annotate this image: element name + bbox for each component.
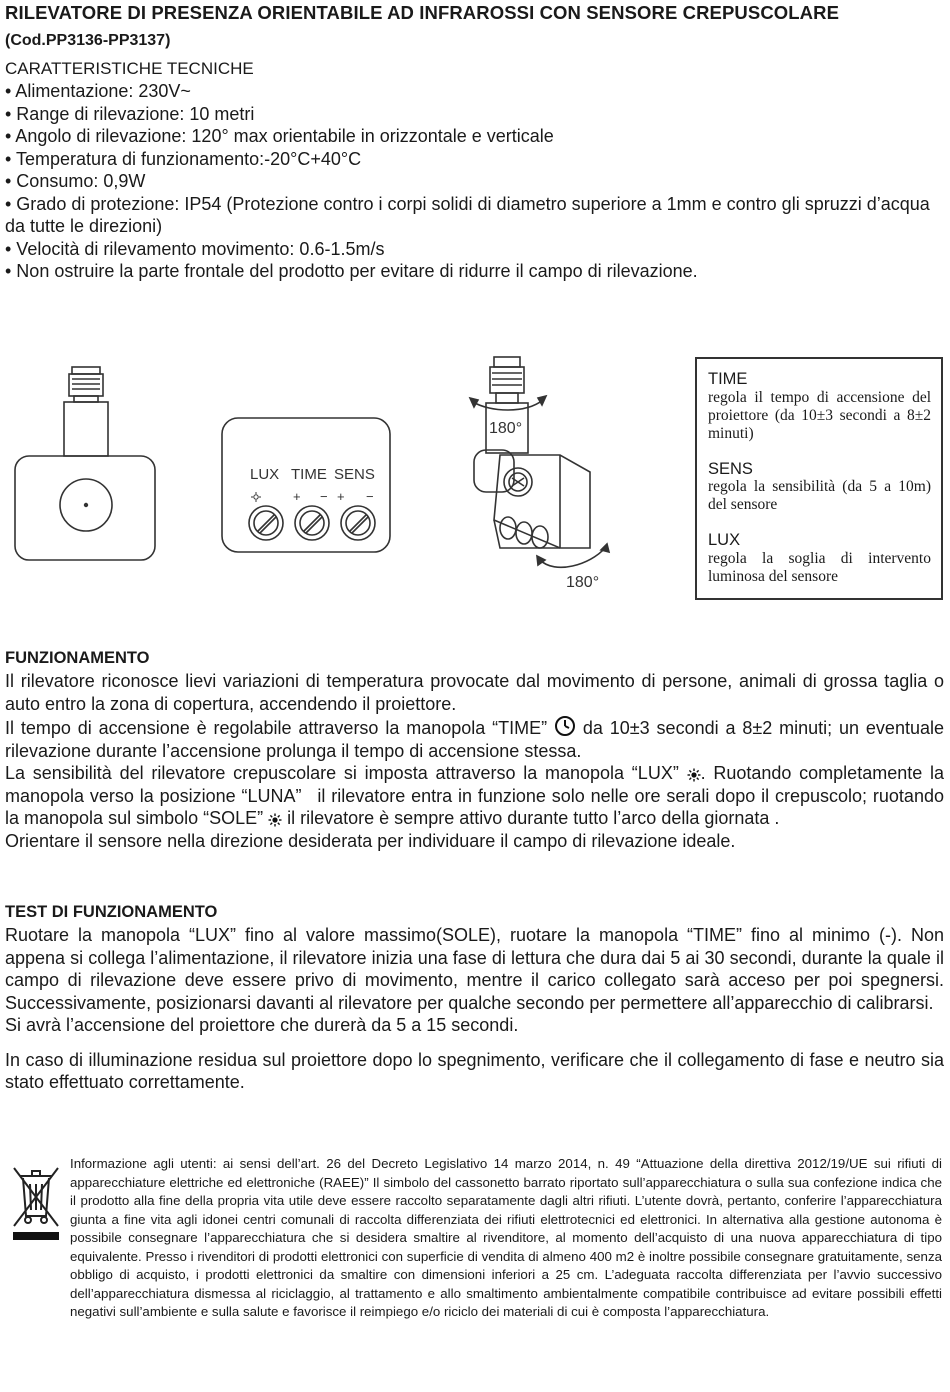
funzionamento-p3-d: il rilevatore è sempre attivo durante tutto l’arco della giornata . [282,808,780,828]
sun-icon [687,768,701,782]
weee-legal-notice: Informazione agli utenti: ai sensi dell’art. 26 del Decreto Legislativo 14 marzo 2014, n. 49 “Attuazione della direttiva 2012/19/UE sui rifiuti di apparecchiature elettriche ed elettroniche (RAEE)” Il simbolo del cassonetto barrato riportato sull’apparecchiatura o sulla sua confezione indica che il prodotto alla fine della propria vita utile deve essere raccolto separatamente dagli altri rifiuti. L’utente dovrà, pertanto, conferire l’apparecchiatura giunta a fine vita agli idonei centri comunali di raccolta differenziata dei rifiuti elettrotecnici ed elettronici. In alternativa alla gestione autonoma è possibile consegnare l’apparecchiatura che si desidera smaltire al rivenditore, al momento dell’acquisto di una nuova apparecchiatura di tipo equivalente. Presso i rivenditori di prodotti elettronici con superficie di vendita di almeno 400 m2 è inoltre possibile consegnare gratuitamente, senza obbligo di acquisto, i prodotti elettronici da smaltire con dimensioni inferiori a 25 cm. L’adeguata raccolta differenziata per l’avvio successivo dell’apparecchiatura dismessa al riciclaggio, al trattamento e allo smaltimento ambientalmente compatibile contribuisce ad evitare possibili effetti negativi sull’ambiente e sulla salute e favorisce il reimpiego e/o riciclo dei materiali di cui è composta l’apparecchiatura. [70,1156,942,1319]
crossed-bin-icon [10,1162,62,1244]
panel-knob-time [295,506,329,540]
funzionamento-p3-c: il rilevatore entra in funzione solo nelle ore serali dopo il crepuscolo; ruotando la manopola sul simbolo “SOLE” [5,785,944,828]
sun-icon [268,813,282,827]
rotation-bottom-label: 180° [566,574,600,591]
spec-item: • Grado di protezione: IP54 (Protezione contro i corpi solidi di diametro superiore a 1mm e contro gli spruzzi d’acqua da tutte le direzioni) [5,193,930,236]
knob-sens-title: SENS [708,459,753,478]
control-panel [222,418,390,552]
panel-sun-icon [251,492,261,502]
panel-knob-sens [341,506,375,540]
knob-time-desc: regola il tempo di accensione del proiettore (da 10±3 secondi a 8±2 minuti) [708,388,931,442]
panel-label-lux: LUX [250,466,280,483]
spec-item: • Angolo di rilevazione: 120° max orientabile in orizzontale e verticale [5,126,554,146]
sensor-side-view [470,357,609,591]
rotation-top-label: 180° [489,420,523,437]
spec-item: • Alimentazione: 230V~ [5,81,191,101]
spec-item: • Velocità di rilevamento movimento: 0.6-1.5m/s [5,238,385,259]
funzionamento-p1: Il rilevatore riconosce lievi variazioni di temperatura provocate dal movimento di persone, animali di grossa taglia o auto entro la zona di copertura, accendendo il proiettore. [5,671,944,714]
panel-time-minus: − [320,489,328,504]
test-heading: TEST DI FUNZIONAMENTO [5,903,218,921]
test-p1: Ruotare la manopola “LUX” fino al valore massimo(SOLE), ruotare la manopola “TIME” fino al minimo (-). Non appena si collega l’alimentazione, il rilevatore inizia una fase di lettura che dura dai 5 ai 30 secondi, durante la quale il campo di rilevazione deve essere privo di movimento, mentre il carico collegato sarà acceso per poi spegnersi. Successivamente, posizionarsi davanti al rilevatore per qualche secondo per permettere all’apparecchio di calibrarsi. [5,925,944,1013]
panel-label-time: TIME [291,466,327,483]
funzionamento-p2-end: da 10±3 secondi a 8±2 minuti; un eventuale rilevazione durante l’accensione prolunga il tempo di accensione stessa. [5,718,944,761]
knob-legend [695,357,943,600]
funzionamento-p2 [5,715,944,762]
funzionamento-p3 [5,762,944,830]
panel-time-plus: + [293,489,301,504]
specs-list [5,80,940,283]
panel-label-sens: SENS [334,466,375,483]
moon-icon [302,791,312,805]
panel-moon-icon [281,492,286,502]
panel-sens-minus: − [366,489,374,504]
knob-lux-title: LUX [708,531,741,549]
product-code: (Cod.PP3136-PP3137) [5,32,171,49]
panel-knob-lux [249,506,283,540]
knob-time-title: TIME [708,370,748,388]
funzionamento-p4: Orientare il sensore nella direzione desiderata per individuare il campo di rilevazione ideale. [5,830,736,851]
spec-item: • Non ostruire la parte frontale del prodotto per evitare di ridurre il campo di rilevazione. [5,261,698,281]
knob-sens-desc: regola la sensibilità (da 5 a 10m) del sensore [708,478,931,513]
funzionamento-p2-start: Il tempo di accensione è regolabile attraverso la manopola “TIME” [5,718,548,738]
spec-item: • Range di rilevazione: 10 metri [5,103,255,124]
test-p3: In caso di illuminazione residua sul proiettore dopo lo spegnimento, verificare che il collegamento di fase e neutro sia stato effettuato correttamente. [5,1049,944,1092]
test-text [5,924,944,1094]
spec-item: • Temperatura di funzionamento:-20°C+40°C [5,148,362,169]
specs-heading: CARATTERISTICHE TECNICHE [5,59,254,78]
spec-item: • Consumo: 0,9W [5,171,146,191]
sensor-front-view [15,367,155,560]
document-title: RILEVATORE DI PRESENZA ORIENTABILE AD INFRAROSSI CON SENSORE CREPUSCOLARE [5,2,840,23]
test-p2: Si avrà l’accensione del proiettore che durerà da 5 a 15 secondi. [5,1015,519,1035]
funzionamento-p3-b: . Ruotando completamente la manopola verso la posizione “LUNA” [5,763,944,806]
panel-sens-plus: + [337,489,345,504]
funzionamento-p3-a: La sensibilità del rilevatore crepuscolare si imposta attraverso la manopola “LUX” [5,763,679,783]
clock-icon [554,715,576,737]
funzionamento-text [5,670,944,852]
knob-lux-desc: regola la soglia di intervento luminosa del sensore [708,549,931,585]
funzionamento-heading: FUNZIONAMENTO [5,649,150,667]
